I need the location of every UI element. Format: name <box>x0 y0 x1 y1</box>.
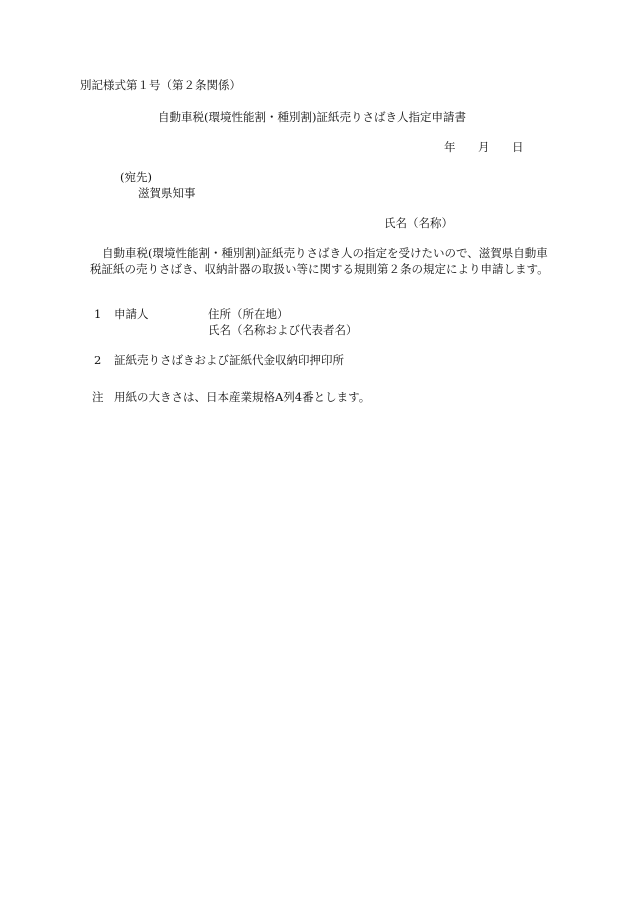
addressee-label: (宛先) <box>120 170 152 184</box>
date-day-label: 日 <box>512 140 524 154</box>
item-2-title: 証紙売りさばきおよび証紙代金収納印押印所 <box>114 353 344 367</box>
date-month-label: 月 <box>478 140 490 154</box>
note-label: 注 <box>92 390 104 404</box>
date-year-label: 年 <box>444 140 456 154</box>
item-2-number: 2 <box>94 353 102 367</box>
item-1-title: 申請人 <box>114 307 149 321</box>
item-1-number: 1 <box>94 307 102 321</box>
applicant-address-label: 住所（所在地） <box>208 307 289 321</box>
application-body-text: 自動車税(環境性能割・種別割)証紙売りさばき人の指定を受けたいので、滋賀県自動車税証紙の売りさばき、収納計器の取扱い等に関する規則第２条の規定により申請します。 <box>90 246 549 276</box>
note-text: 用紙の大きさは、日本産業規格A列4番とします。 <box>114 390 371 404</box>
applicant-representative-label: 氏名（名称および代表者名） <box>208 323 358 337</box>
applicant-name-label: 氏名（名称） <box>384 216 453 230</box>
form-number-label: 別記様式第１号（第２条関係） <box>80 78 241 92</box>
document-title: 自動車税(環境性能割・種別割)証紙売りさばき人指定申請書 <box>158 110 466 124</box>
addressee-name: 滋賀県知事 <box>138 186 196 200</box>
